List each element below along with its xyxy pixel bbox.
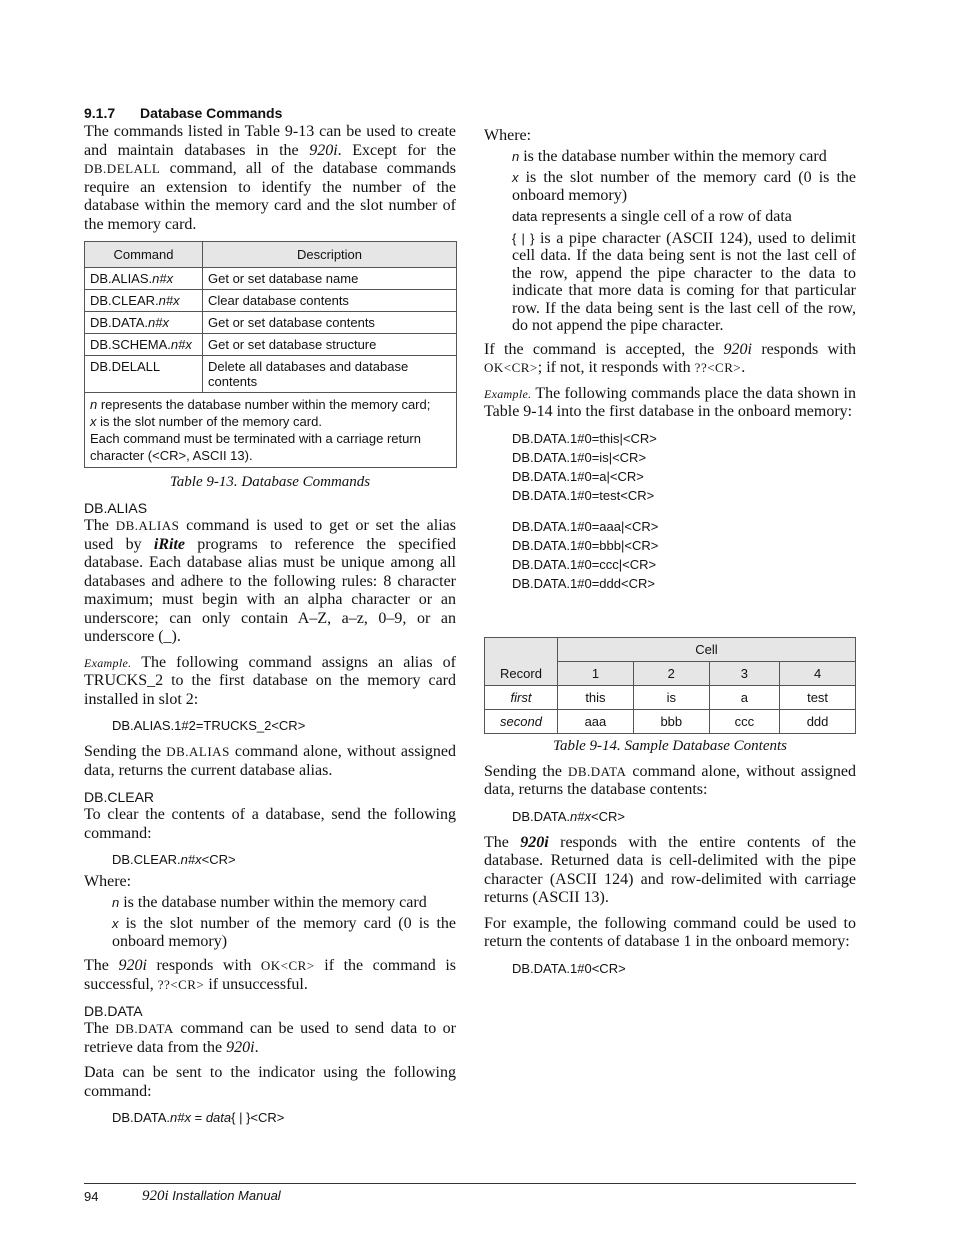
code-pre: DB.DATA.: [512, 808, 571, 824]
data-paragraph: [84, 1020, 456, 1057]
left-column: [84, 105, 456, 1127]
alias-send-paragraph: [84, 743, 456, 780]
note-text-2: is the slot number of the memory card.: [96, 414, 322, 429]
irite-name: iRite: [153, 535, 185, 553]
code-line: DB.DATA.1#0=this|<CR>: [512, 430, 657, 446]
model-name: 920i: [309, 141, 338, 159]
send-text-1: Sending the: [484, 762, 568, 780]
code-group-1: [512, 429, 856, 505]
clear-where: Where:: [84, 873, 132, 890]
alias-text-3: programs to reference the specified database. Each database alias must be unique among all databases and adhere to the following rules: 8 character maximum; must begin with an alpha character or an underscore; can only contain A–Z, a–z, 0–9, or an underscore (_).: [84, 535, 456, 645]
clear-paragraph: To clear the contents of a database, send the following command:: [84, 806, 456, 842]
database-commands-table: [84, 241, 457, 468]
response-paragraph: [484, 834, 856, 908]
def-n-text: is the database number within the memory card: [519, 147, 827, 165]
def-x-text: is the slot number of the memory card (0 is the onboard memory): [112, 915, 456, 950]
data-text-1: The: [84, 1020, 116, 1037]
accept-paragraph: [484, 341, 856, 378]
right-def-x: [512, 169, 856, 204]
data-code: [112, 1108, 456, 1127]
command-cell: [85, 268, 203, 290]
table-row: [85, 356, 457, 393]
code-line: DB.DATA.1#0=is|<CR>: [512, 449, 647, 465]
resp-text-2: responds with: [146, 957, 261, 974]
resp-text-1: The: [484, 833, 521, 851]
code-line: DB.DATA.1#0=ccc|<CR>: [512, 556, 657, 572]
header-description: Description: [203, 242, 457, 268]
ok-response: OK<CR>: [260, 958, 315, 973]
send-command: DB.ALIAS: [166, 744, 230, 759]
intro-text-3: command, all of the database commands require an extension to identify the number of the database within the memory card and the slot number of the memory card.: [84, 160, 456, 233]
error-response: ??<CR>: [157, 976, 205, 992]
right-where: Where:: [484, 127, 532, 144]
data-paragraph-2: Data can be sent to the indicator using the following command:: [84, 1064, 456, 1100]
command-ext: n#x: [152, 271, 174, 286]
sample-header-row: [485, 637, 856, 661]
model-name: 920i: [723, 340, 752, 358]
send-data-paragraph: [484, 763, 856, 800]
note-text-1: represents the database number within the memory card;: [97, 397, 431, 412]
acc-text-2: responds with: [751, 340, 856, 358]
data-command: DB.DATA: [115, 1021, 174, 1036]
command-name: DB.ALIAS.: [90, 271, 153, 286]
cell-value: test: [780, 685, 856, 709]
intro-command: DB.DELALL: [84, 161, 161, 176]
resp-text-3: if the command is successful,: [84, 957, 457, 993]
resp-text-2: responds with the entire contents of the database. Returned data is cell-delimited with the pipe character (ASCII 124) and row-delimited with carriage returns (ASCII 13).: [484, 833, 857, 906]
cell-value: is: [633, 685, 709, 709]
cell-header: Cell: [558, 637, 856, 661]
model-name: 920i: [118, 957, 147, 974]
subheading-clear: DB.CLEAR: [84, 789, 155, 805]
note-x: x: [90, 414, 97, 429]
for-example-paragraph: For example, the following command could be used to return the contents of database 1 in the onboard memory:: [484, 914, 856, 950]
term-data: data: [512, 209, 538, 224]
section-title: Database Commands: [140, 105, 283, 121]
subheading-alias: DB.ALIAS: [84, 500, 148, 516]
acc-text-3: ; if not, it responds with: [537, 359, 695, 376]
command-cell: [85, 334, 203, 356]
intro-text-2: . Except for the: [337, 141, 456, 159]
example-text: The following commands place the data shown in Table 9-14 into the first database in the onboard memory:: [484, 384, 856, 420]
sample-table-caption: Table 9-14. Sample Database Contents: [552, 737, 788, 754]
sample-database-table: [484, 637, 856, 734]
subheading-data: DB.DATA: [84, 1003, 143, 1019]
footer-model: 920i: [142, 1188, 169, 1204]
alias-example: [84, 654, 456, 710]
footer-title: [142, 1188, 281, 1205]
command-name: DB.CLEAR.: [90, 293, 159, 308]
send-text-2: command alone, without assigned data, returns the database contents:: [484, 762, 856, 798]
cell-value: ddd: [780, 709, 856, 733]
clear-def-x: [112, 915, 456, 950]
col-header: 4: [780, 661, 856, 685]
command-ext: n#x: [170, 337, 192, 352]
command-name: DB.DELALL: [90, 359, 161, 374]
intro-text-1: The commands listed in Table 9-13 can be used to create and maintain databases in the: [84, 123, 456, 159]
table-note: [85, 393, 457, 468]
code-post: { | }<CR>: [231, 1110, 285, 1125]
col-header: 2: [633, 661, 709, 685]
note-n: n: [90, 397, 98, 412]
alias-command: DB.ALIAS: [115, 518, 180, 533]
model-name: 920i: [226, 1038, 255, 1056]
alias-code: DB.ALIAS.1#2=TRUCKS_2<CR>: [112, 718, 306, 733]
clear-response-paragraph: [84, 957, 456, 994]
code-data: data: [205, 1110, 232, 1125]
code-pre: DB.CLEAR.: [112, 852, 181, 867]
code-post: <CR>: [201, 852, 236, 867]
table-note-row: [85, 393, 457, 468]
command-name: DB.DATA.: [90, 315, 149, 330]
code-line: DB.DATA.1#0=a|<CR>: [512, 468, 644, 484]
section-number: 9.1.7: [84, 105, 116, 121]
command-cell: [85, 290, 203, 312]
description-cell: Get or set database name: [203, 268, 457, 290]
table-row: [85, 268, 457, 290]
command-ext: n#x: [148, 315, 169, 330]
def-data-text: represents a single cell of a row of data: [537, 208, 792, 225]
def-pipe-text: is a pipe character (ASCII 124), used to delimit cell data. If the data being sent is not the last cell of the row, append the pipe character to the data to indicate that more data is coming for that particular row. If the data being sent is the last cell of the row, do not append the pipe character.: [512, 229, 856, 334]
intro-paragraph: [84, 123, 456, 234]
code-line: DB.DATA.1#0=test<CR>: [512, 487, 655, 503]
command-cell: [85, 356, 203, 393]
col-header: 1: [558, 661, 634, 685]
clear-def-n: [112, 894, 456, 912]
acc-text-4: .: [741, 359, 746, 376]
command-cell: [85, 312, 203, 334]
cell-value: aaa: [558, 709, 634, 733]
description-cell: Clear database contents: [203, 290, 457, 312]
right-def-pipe: [512, 230, 856, 335]
record-header: Record: [485, 637, 558, 685]
alias-paragraph: [84, 517, 456, 647]
term-x: x: [512, 170, 519, 185]
clear-code: [112, 850, 456, 869]
example-text: The following command assigns an alias of TRUCKS_2 to the first database on the memory card installed in slot 2:: [84, 653, 456, 708]
error-response: ??<CR>: [694, 360, 742, 375]
send-command: DB.DATA: [567, 763, 627, 779]
code-ext: n#x: [570, 808, 591, 824]
page-footer: [84, 1183, 856, 1204]
note-text-3: Each command must be terminated with a carriage return character (<CR>, ASCII 13).: [90, 431, 421, 463]
col-header: 3: [709, 661, 779, 685]
cell-value: bbb: [633, 709, 709, 733]
page-number: 94: [84, 1189, 99, 1204]
right-example: [484, 385, 856, 422]
alias-text-2: command is used to get or set the alias used by: [84, 517, 457, 553]
right-def-data: [512, 208, 856, 226]
term-pipe: { | }: [512, 230, 535, 246]
code-line: DB.DATA.1#0=bbb|<CR>: [512, 537, 659, 553]
table-row: [485, 709, 856, 733]
cell-value: a: [709, 685, 779, 709]
right-def-n: [512, 148, 856, 166]
right-column: [484, 127, 856, 978]
code-group-2: [512, 517, 856, 593]
example-label: Example.: [84, 655, 132, 670]
data-get-code: [512, 807, 856, 826]
code-line: DB.DATA.1#0=aaa|<CR>: [512, 518, 659, 534]
acc-text-1: If the command is accepted, the: [484, 340, 724, 358]
send-text-2: command alone, without assigned data, returns the current database alias.: [84, 743, 456, 779]
send-text-1: Sending the: [84, 743, 167, 760]
description-cell: Get or set database structure: [203, 334, 457, 356]
table-header-row: [85, 242, 457, 268]
record-name: second: [485, 709, 558, 733]
final-code: DB.DATA.1#0<CR>: [512, 960, 626, 976]
header-command: Command: [85, 242, 203, 268]
example-label: Example.: [484, 386, 532, 401]
data-text-3: .: [254, 1038, 259, 1056]
code-post: <CR>: [591, 808, 625, 824]
table-row: [85, 312, 457, 334]
description-cell: Get or set database contents: [203, 312, 457, 334]
cell-value: ccc: [709, 709, 779, 733]
resp-text-4: if unsuccessful.: [204, 975, 308, 993]
alias-text-1: The: [84, 517, 116, 534]
model-name: 920i: [520, 833, 549, 851]
term-n: n: [112, 894, 120, 910]
footer-manual-title: Installation Manual: [168, 1188, 281, 1203]
term-n: n: [512, 148, 520, 164]
ok-response: OK<CR>: [484, 360, 538, 375]
table-row: [85, 334, 457, 356]
table-caption: Table 9-13. Database Commands: [169, 474, 371, 490]
command-ext: n#x: [158, 293, 180, 308]
code-ext: n#x: [180, 852, 202, 867]
description-cell: Delete all databases and database contents: [203, 356, 457, 393]
table-row: [85, 290, 457, 312]
def-n-text: is the database number within the memory card: [119, 893, 427, 911]
table-row: [485, 685, 856, 709]
resp-text-1: The: [84, 957, 119, 974]
command-name: DB.SCHEMA.: [90, 337, 171, 352]
cell-value: this: [558, 685, 634, 709]
code-line: DB.DATA.1#0=ddd<CR>: [512, 575, 655, 591]
code-ext: n#x: [170, 1110, 191, 1125]
code-pre: DB.DATA.: [112, 1110, 171, 1125]
record-name: first: [485, 685, 558, 709]
code-mid: =: [191, 1110, 206, 1125]
def-x-text: is the slot number of the memory card (0 is the onboard memory): [512, 169, 856, 204]
section-heading: [84, 105, 456, 121]
data-text-2: command can be used to send data to or retrieve data from the: [84, 1020, 457, 1056]
term-x: x: [112, 916, 119, 931]
